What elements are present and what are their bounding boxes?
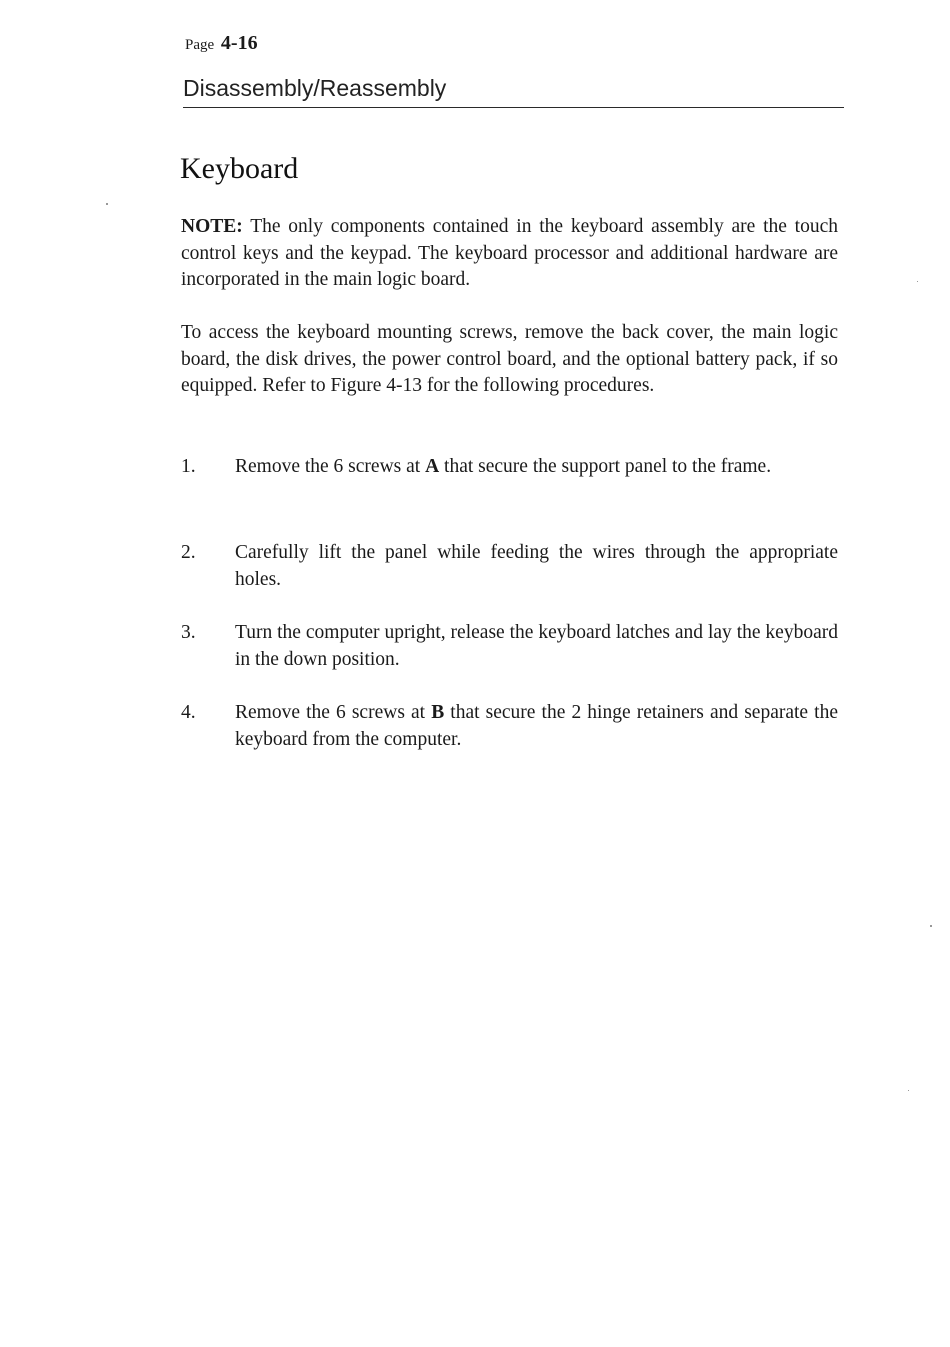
step-text-part: Remove the 6 screws at [235,456,426,477]
page-number-label [185,32,258,56]
header-divider [183,107,844,108]
step-text [235,454,838,481]
step-text [235,700,838,753]
page-number: 4-16 [220,32,258,54]
scan-speck [930,925,932,927]
note-label: NOTE: [181,216,243,237]
step-text: Carefully lift the panel while feeding the wires through the appropriate holes. [235,542,838,590]
callout-letter: B [431,702,445,723]
scan-speck [908,1090,909,1091]
step-number: 3. [181,622,196,643]
page-heading: Keyboard [180,152,299,185]
scan-speck [106,203,108,205]
access-paragraph: To access the keyboard mounting screws, remove the back cover, the main logic board, the disk drives, the power control board, and the optional battery pack, if so equipped. Refer to Figure 4-13 for the following procedures. [181,322,838,396]
page-word: Page [185,37,215,53]
note-text: The only components contained in the keyboard assembly are the touch control keys and the keypad. The keyboard processor and additional hardware are incorporated in the main logic board. [181,216,838,290]
step-number: 2. [181,542,196,563]
scan-speck [917,281,918,282]
step-text-part: that secure the support panel to the frame. [439,456,772,477]
step-number: 4. [181,702,196,723]
step-text: Turn the computer upright, release the keyboard latches and lay the keyboard in the down position. [235,622,838,670]
step-text-part: Remove the 6 screws at [235,702,432,723]
step-text-part: that secure the 2 hinge retainers and separate the keyboard from the computer. [235,702,838,750]
callout-letter: A [425,456,440,477]
section-title: Disassembly/Reassembly [183,75,447,101]
note-paragraph [181,214,838,294]
step-number: 1. [181,456,196,477]
